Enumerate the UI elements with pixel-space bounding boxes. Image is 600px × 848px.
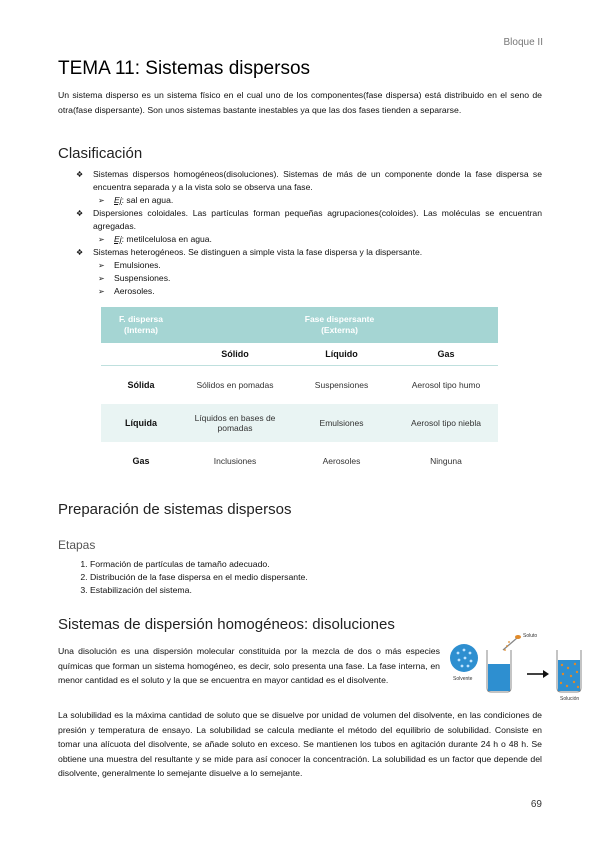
dissolution-diagram — [447, 628, 587, 704]
dispersion-table — [101, 307, 498, 480]
sub-list-item: ➢ Aerosoles. — [98, 286, 155, 296]
list-item: ❖ Dispersiones coloidales. Las partículas forman pequeñas agrupaciones(coloides). Las moléculas se encuentran agregadas. — [76, 208, 542, 231]
arrow-right-icon — [527, 670, 549, 678]
column-header: Gas — [394, 343, 498, 366]
sub-list-item: ➢ Ej: metilcelulosa en agua. — [98, 234, 212, 244]
arrow-bullet-icon: ➢ — [98, 274, 105, 283]
list-item: ❖ Sistemas dispersos homogéneos(disoluciones). Sistemas de más de un componente donde la fase dispersa se encuentra separada y a la vista solo se observa una fase. — [76, 169, 542, 192]
beaker-icon — [487, 650, 511, 692]
list-item: ❖ Sistemas heterogéneos. Se distinguen a simple vista la fase dispersa y la dispersante. — [76, 247, 423, 257]
diamond-bullet-icon: ❖ — [76, 248, 84, 257]
solucion-label: Solución — [560, 696, 580, 702]
arrow-bullet-icon: ➢ — [98, 196, 105, 205]
soluto-label: Soluto — [523, 633, 538, 639]
list-item: 2. Distribución de la fase dispersa en el medio dispersante. — [90, 571, 308, 584]
column-header: Líquido — [289, 343, 394, 366]
list-item: 3. Estabilización del sistema. — [90, 584, 308, 597]
intro-paragraph: Un sistema disperso es un sistema físico en el cual uno de los componentes(fase dispersa) está distribuido en el seno de otra(fase dispersante). Son unos sistemas bastante inestables ya que las dos fases tienden a separarse. — [58, 90, 542, 115]
disolucion-paragraph: Una disolución es una dispersión molecular constituida por la mezcla de dos o más especies químicas que forman un sistema homogéneo, es decir, solo presenta una fase. La fase interna, en menor cantidad es el soluto y la que se encuentra en mayor cantidad es el disolvente. — [58, 646, 440, 685]
sub-list-item: ➢ Suspensiones. — [98, 273, 171, 283]
diamond-bullet-icon: ❖ — [76, 170, 84, 179]
table-row: Líquida Líquidos en bases de pomadas Emulsiones Aerosol tipo niebla — [101, 404, 498, 442]
solubilidad-paragraph: La solubilidad es la máxima cantidad de soluto que se disuelve por unidad de volumen del disolvente, en las condiciones de presión y temperatura de ensayo. La solubilidad se calcula mediante el método del equilibrio de solubilidad. Consiste en tomar una alícuota del disolvente, se añade soluto en exceso. Se mantienen los tubos en agitación durante 24 h o 48 h. Se obtiene una muestra del resultante y se mide para así conocer la concentración. La solubilidad es un factor que depende del disolvente, generalmente lo semejante disuelve a lo semejante. — [58, 710, 542, 778]
table-row: Sólida Sólidos en pomadas Suspensiones Aerosol tipo humo — [127, 380, 481, 390]
clasificacion-list — [76, 168, 542, 298]
table-corner-header: F. dispersa (Interna) — [119, 314, 163, 335]
disoluciones-heading: Sistemas de dispersión homogéneos: disoluciones — [58, 616, 395, 633]
page-number: 69 — [530, 799, 542, 810]
sub-list-item: ➢ Emulsiones. — [98, 260, 161, 270]
column-header: Sólido — [181, 343, 289, 366]
section-label: Bloque II — [503, 37, 543, 48]
etapas-list — [58, 558, 308, 597]
clasificacion-heading: Clasificación — [58, 145, 143, 162]
arrow-bullet-icon: ➢ — [98, 287, 105, 296]
preparacion-heading: Preparación de sistemas dispersos — [58, 501, 292, 518]
etapas-subheading: Etapas — [58, 538, 96, 552]
solution-beaker-icon — [557, 650, 581, 692]
solute-spoon-icon — [503, 635, 521, 651]
table-row: Gas Inclusiones Aerosoles Ninguna — [132, 456, 462, 466]
sub-list-item: ➢ Ej: sal en agua. — [98, 195, 174, 205]
solvente-label: Solvente — [453, 676, 473, 682]
diamond-bullet-icon: ❖ — [76, 209, 84, 218]
table-group-header: Fase dispersante (Externa) — [304, 314, 375, 335]
arrow-bullet-icon: ➢ — [98, 235, 105, 244]
list-item: 1. Formación de partículas de tamaño adecuado. — [90, 558, 308, 571]
page-title: TEMA 11: Sistemas dispersos — [58, 58, 311, 79]
solvent-circle-icon — [450, 644, 478, 672]
arrow-bullet-icon: ➢ — [98, 261, 105, 270]
